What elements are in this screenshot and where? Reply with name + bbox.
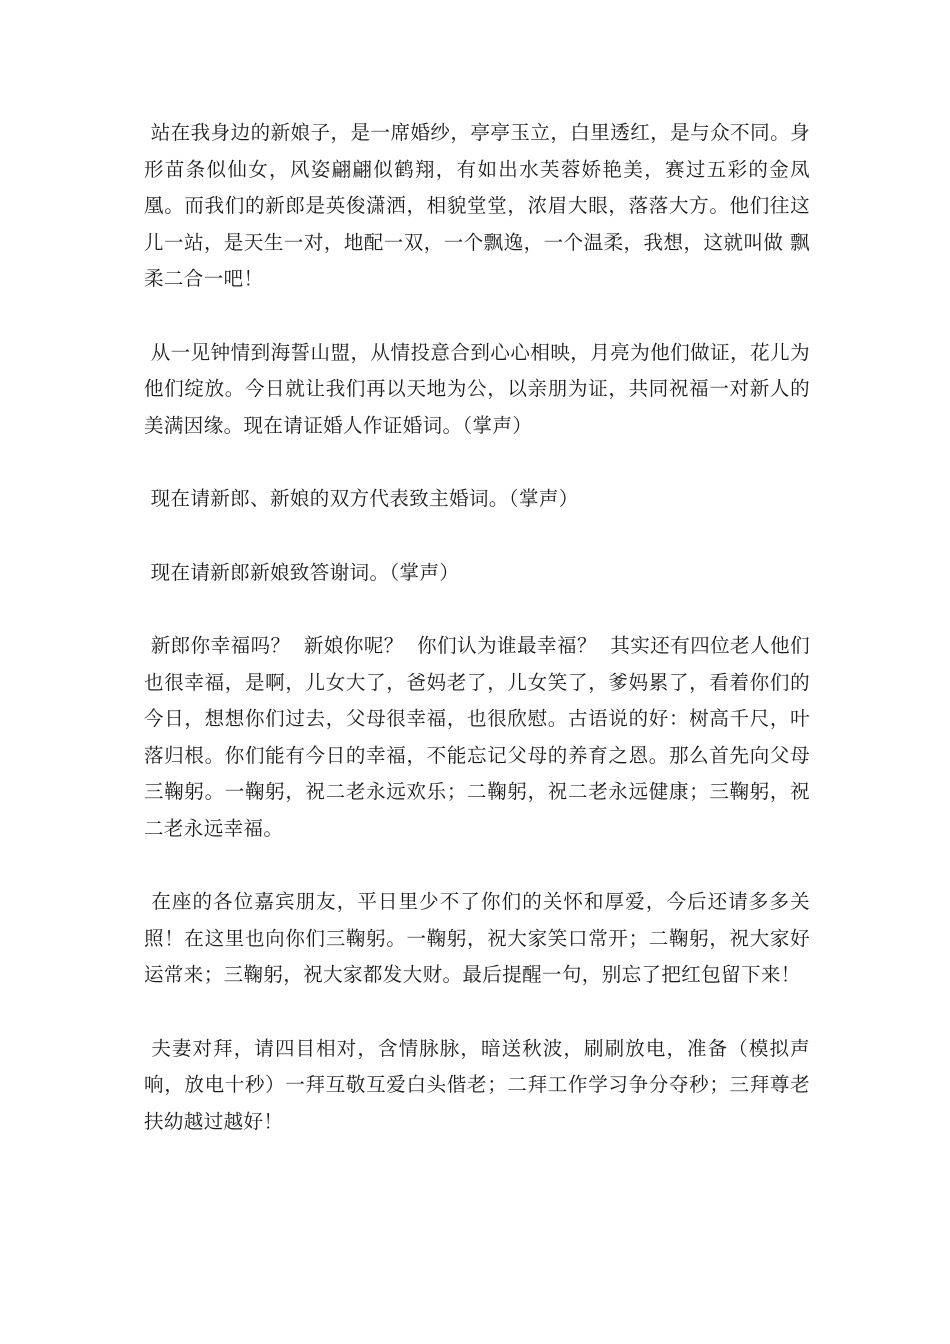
paragraph-bride-groom-description: 站在我身边的新娘子，是一席婚纱，亭亭玉立，白里透红，是与众不同。身形苗条似仙女，风姿翩翩似鹤翔，有如出水芙蓉娇艳美，赛过五彩的金凤凰。而我们的新郎是英俊潇洒，相貌堂堂，浓眉大眼，落落大方。他们往这儿一站，是天生一对，地配一双，一个飘逸，一个温柔，我想，这就叫做 飘柔二合一吧！ — [144, 121, 810, 290]
paragraph-thanks-speech: 现在请新郎新娘致答谢词。（掌声） — [144, 560, 460, 584]
paragraph-parents-bow: 新郎你幸福吗？ 新娘你呢？ 你们认为谁最幸福？ 其实还有四位老人他们也很幸福，是啊，儿女大了，爸妈老了，儿女笑了，爹妈累了，看着你们的今日，想想你们过去，父母很幸福，也很欣慰。古语说的好：树高千尺，叶落归根。你们能有今日的幸福，不能忘记父母的养育之恩。那么首先向父母三鞠躬。一鞠躬，祝二老永远欢乐；二鞠躬，祝二老永远健康；三鞠躬，祝二老永远幸福。 — [144, 634, 810, 840]
paragraph-family-representative: 现在请新郎、新娘的双方代表致主婚词。（掌声） — [144, 487, 579, 510]
paragraph-couple-bow: 夫妻对拜，请四目相对，含情脉脉，暗送秋波，刷刷放电，准备（模拟声响，放电十秒）一拜互敬互爱白头偕老；二拜工作学习争分夺秒；三拜尊老扶幼越过越好！ — [144, 1036, 810, 1133]
document-body — [144, 115, 810, 1140]
paragraph-love-story: 从一见钟情到海誓山盟，从情投意合到心心相映，月亮为他们做证，花儿为他们绽放。今日就让我们再以天地为公，以亲朋为证，共同祝福一对新人的美满因缘。现在请证婚人作证婚词。（掌声） — [144, 340, 810, 437]
paragraph-guests-bow: 在座的各位嘉宾朋友，平日里少不了你们的关怀和厚爱，今后还请多多关照！在这里也向你们三鞠躬。一鞠躬，祝大家笑口常开；二鞠躬，祝大家好运常来；三鞠躬，祝大家都发大财。最后提醒一句，别忘了把红包留下来！ — [144, 890, 810, 986]
